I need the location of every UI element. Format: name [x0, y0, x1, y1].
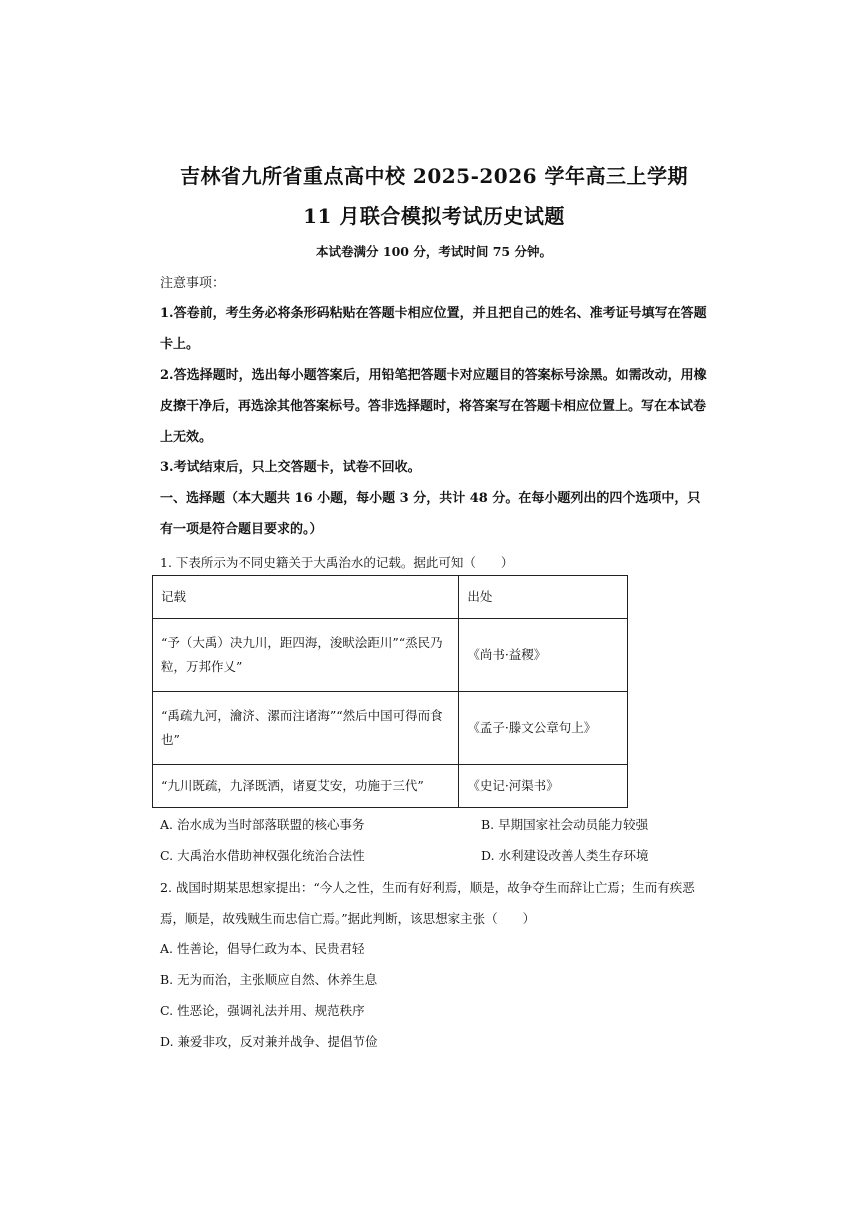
question-2-option-b: B. 无为而治，主张顺应自然、休养生息	[160, 972, 378, 987]
question-2-stem: 2. 战国时期某思想家提出：“今人之性，生而有好利焉，顺是，故争夺生而辞让亡焉；生而有疾恶焉，顺是，故残贼生而忠信亡焉。”据此判断，该思想家主张（ ）	[160, 880, 695, 926]
table-cell-source: 《史记·河渠书》	[459, 765, 628, 808]
table-header-row	[153, 576, 628, 619]
question-1-table	[152, 575, 628, 808]
table-row	[153, 619, 628, 692]
table-header-record: 记载	[153, 576, 459, 619]
question-2-option-c: C. 性恶论，强调礼法并用、规范秩序	[160, 1003, 365, 1018]
question-1-option-b: B. 早期国家社会动员能力较强	[481, 817, 649, 832]
notice-item-1: 1.答卷前，考生务必将条形码粘贴在答题卡相应位置，并且把自己的姓名、准考证号填写在答题卡上。	[160, 306, 707, 352]
exam-title-line2: 11 月联合模拟考试历史试题	[303, 204, 565, 228]
question-1-option-a: A. 治水成为当时部落联盟的核心事务	[160, 817, 365, 832]
table-row	[153, 765, 628, 808]
table-row	[153, 692, 628, 765]
question-1-option-d: D. 水利建设改善人类生存环境	[481, 848, 649, 863]
section-heading: 一、选择题（本大题共 16 小题，每小题 3 分，共计 48 分。在每小题列出的四个选项中，只有一项是符合题目要求的。）	[160, 491, 701, 537]
question-2-option-d: D. 兼爱非攻，反对兼并战争、提倡节俭	[160, 1034, 378, 1049]
exam-subtitle: 本试卷满分 100 分，考试时间 75 分钟。	[316, 244, 552, 259]
table-cell-record: “九川既疏，九泽既洒，诸夏艾安，功施于三代”	[153, 765, 459, 808]
notice-item-3: 3.考试结束后，只上交答题卡，试卷不回收。	[160, 460, 421, 475]
notice-item-2: 2.答选择题时，选出每小题答案后，用铅笔把答题卡对应题目的答案标号涂黑。如需改动，用橡皮擦干净后，再选涂其他答案标号。答非选择题时，将答案写在答题卡相应位置上。写在本试卷上无效。	[160, 368, 707, 445]
exam-title-line1: 吉林省九所省重点高中校 2025-2026 学年高三上学期	[179, 164, 689, 188]
table-cell-record: “予（大禹）决九川，距四海，浚畎浍距川”“烝民乃粒，万邦作乂”	[153, 619, 459, 692]
question-1-stem: 1. 下表所示为不同史籍关于大禹治水的记载。据此可知（ ）	[160, 555, 514, 570]
table-header-source: 出处	[459, 576, 628, 619]
table-cell-source: 《尚书·益稷》	[459, 619, 628, 692]
question-1-option-c: C. 大禹治水借助神权强化统治合法性	[160, 848, 365, 863]
table-cell-source: 《孟子·滕文公章句上》	[459, 692, 628, 765]
notice-heading: 注意事项：	[160, 276, 226, 291]
table-cell-record: “禹疏九河，瀹济、漯而注诸海”“然后中国可得而食也”	[153, 692, 459, 765]
question-2-option-a: A. 性善论，倡导仁政为本、民贵君轻	[160, 941, 365, 956]
